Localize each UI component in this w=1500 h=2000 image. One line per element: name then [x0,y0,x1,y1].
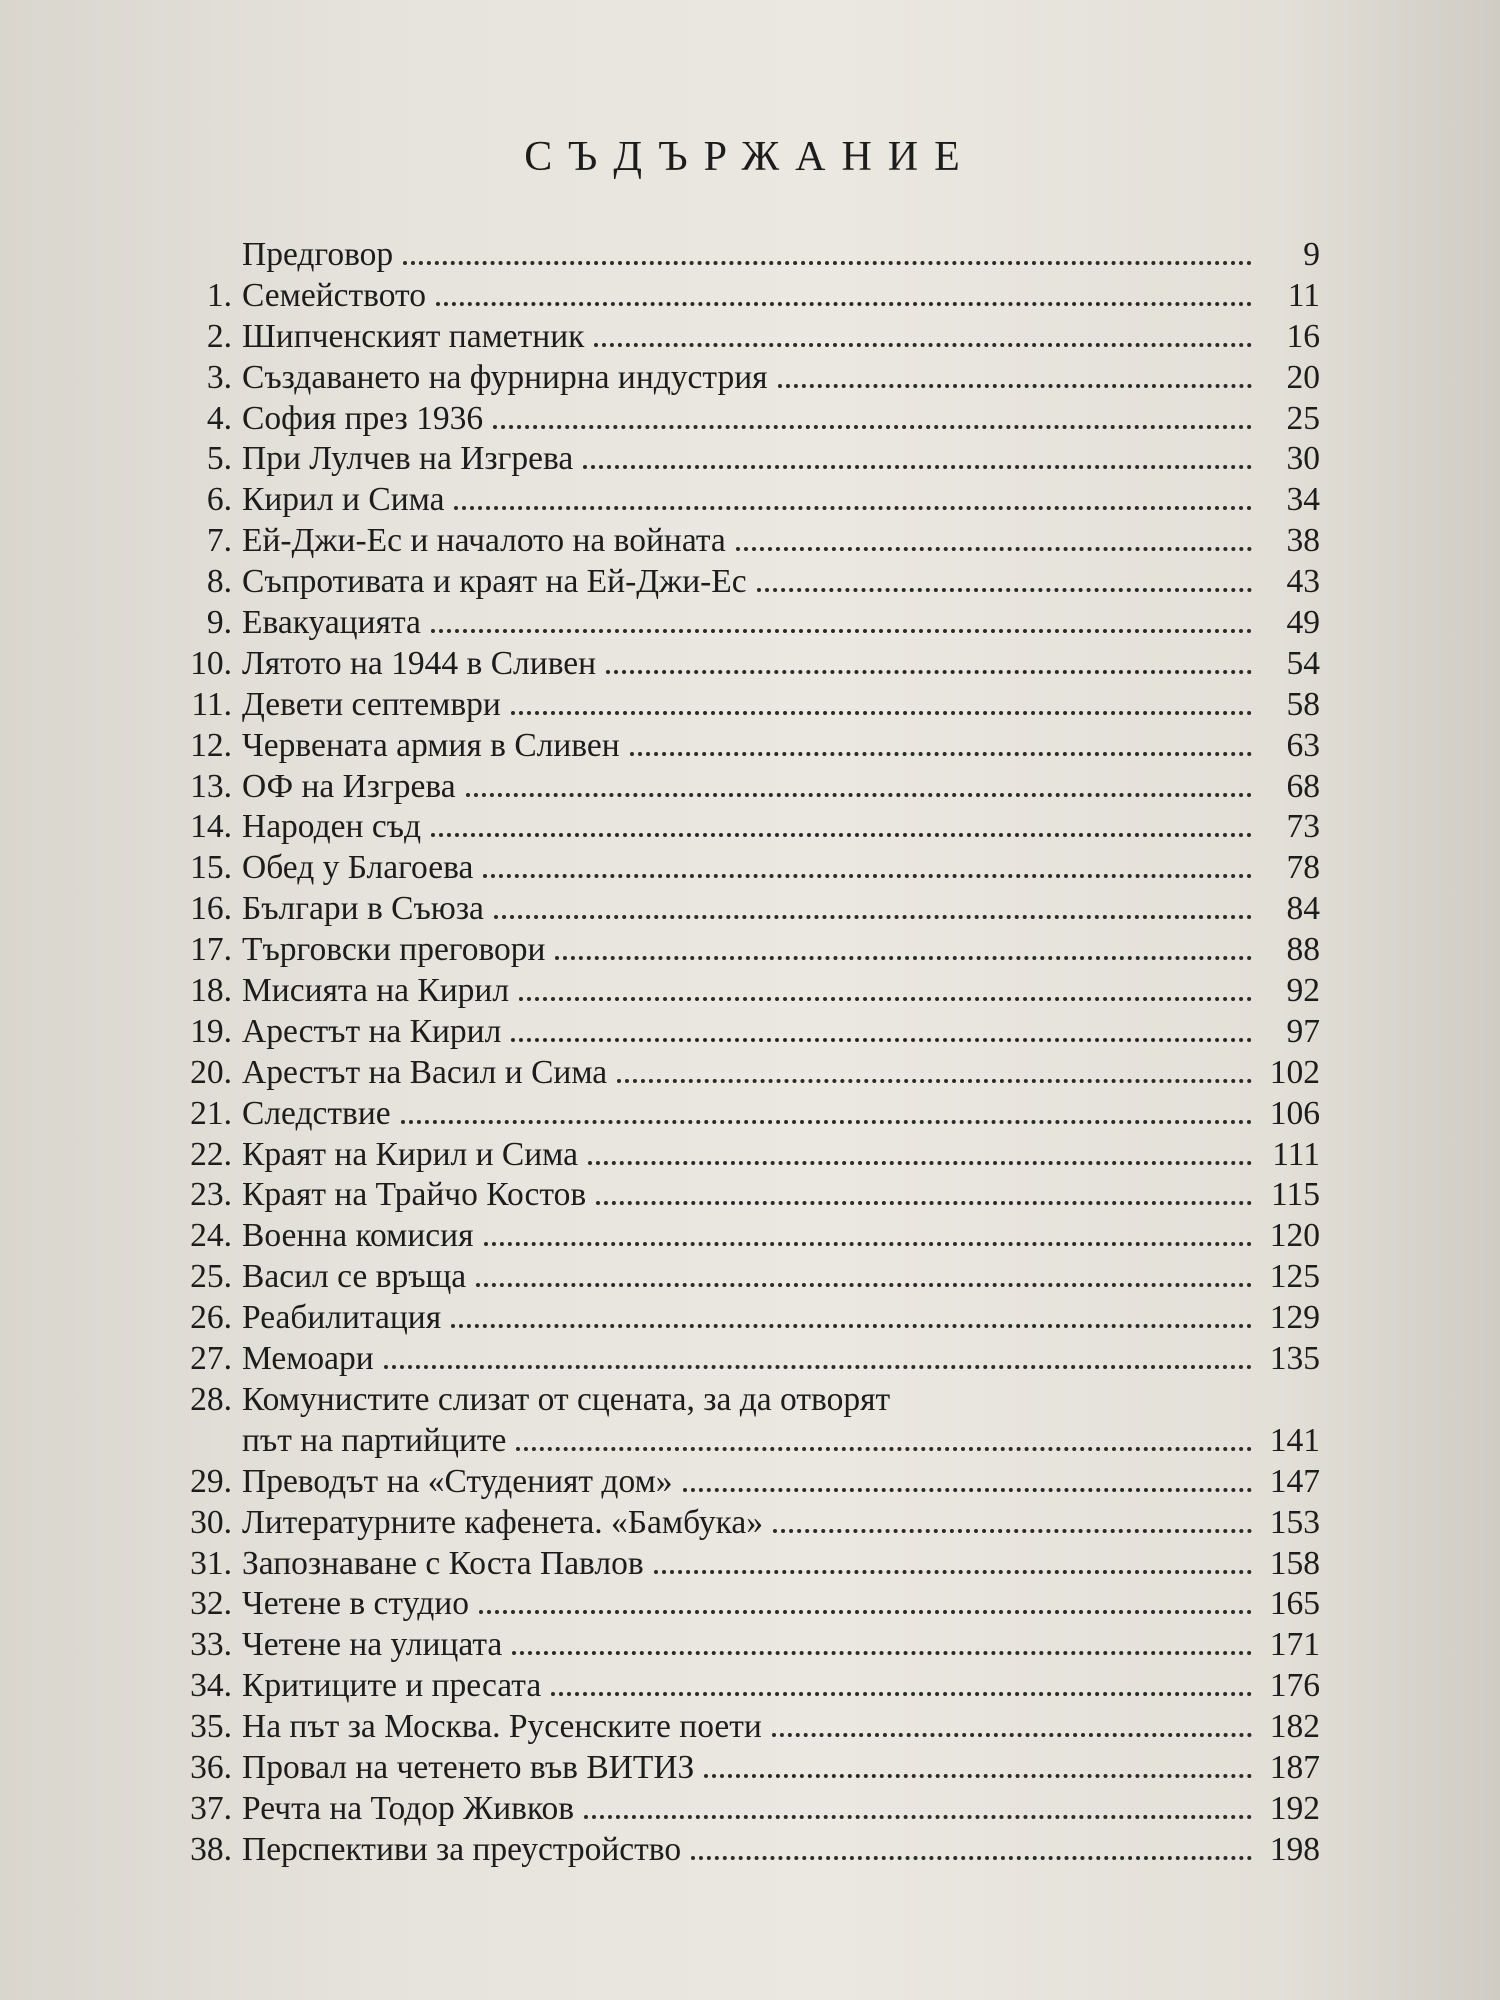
dot-leader [436,302,1252,306]
toc-entry [170,1298,1320,1339]
dot-leader [594,343,1252,347]
toc-entry-title: Васил се връща [242,1258,467,1296]
dot-leader [512,1651,1252,1655]
toc-entry-title: Ей-Джи-Ес и началото на войната [242,522,726,560]
toc-entry-number: 28. [190,1380,232,1418]
toc-entry [170,644,1320,685]
toc-entry [170,480,1320,521]
toc-entry-number: 32. [190,1585,232,1623]
toc-entry-page: 141 [1269,1421,1320,1459]
toc-entry-title: Литературните кафенета. «Бамбука» [242,1503,763,1541]
toc-entry-title: Четене на улицата [242,1626,503,1664]
toc-entry-title: София през 1936 [242,399,484,437]
toc-entry [170,1544,1320,1585]
toc-entry [170,1666,1320,1707]
dot-leader [555,956,1252,960]
dot-leader [516,1447,1252,1451]
toc-entry [170,1257,1320,1298]
toc-entry-number: 11. [191,685,232,723]
toc-entry-page: 16 [1286,317,1320,355]
toc-entry-title: Арестът на Кирил [242,1012,502,1050]
table-of-contents [170,235,1320,1871]
dot-leader [606,670,1252,674]
toc-entry-page: 38 [1286,522,1320,560]
toc-entry-page: 92 [1286,972,1320,1010]
toc-entry-page: 88 [1286,931,1320,969]
toc-entry [170,399,1320,440]
toc-entry-page: 78 [1286,849,1320,887]
toc-entry-page: 182 [1269,1708,1320,1746]
toc-entry-title: Четене в студио [242,1585,469,1623]
toc-entry-page: 63 [1286,726,1320,764]
toc-entry [170,1053,1320,1094]
toc-entry-title: Шипченският паметник [242,317,585,355]
toc-entry-number: 9. [206,604,232,642]
toc-entry-page: 120 [1269,1217,1320,1255]
toc-entry [170,971,1320,1012]
dot-leader [401,1120,1252,1124]
toc-entry-number: 13. [190,767,232,805]
dot-leader [630,752,1252,756]
toc-entry-title: ОФ на Изгрева [242,767,456,805]
toc-entry [170,889,1320,930]
toc-entry-page: 125 [1269,1258,1320,1296]
toc-entry-number: 7. [206,522,232,560]
toc-entry-page: 25 [1286,399,1320,437]
toc-entry-number: 17. [190,931,232,969]
dot-leader [511,711,1252,715]
toc-entry-title: Запознаване с Коста Павлов [242,1544,644,1582]
toc-entry-page: 192 [1269,1789,1320,1827]
dot-leader [773,1529,1252,1533]
dot-leader [691,1856,1252,1860]
toc-entry-number: 24. [190,1217,232,1255]
toc-entry-page: 147 [1269,1462,1320,1500]
toc-entry [170,1421,1320,1462]
toc-entry-number: 35. [190,1708,232,1746]
toc-entry-number: 18. [190,972,232,1010]
toc-entry [170,235,1320,276]
toc-entry-number: 16. [190,890,232,928]
toc-entry-page: 97 [1286,1012,1320,1050]
toc-entry-title: Военна комисия [242,1217,474,1255]
toc-entry-number: 4. [206,399,232,437]
toc-entry-number: 12. [190,726,232,764]
toc-entry-page: 165 [1269,1585,1320,1623]
toc-entry [170,1135,1320,1176]
toc-entry-title: Критиците и пресата [242,1667,542,1705]
toc-entry [170,930,1320,971]
dot-leader [466,793,1252,797]
dot-leader [654,1570,1252,1574]
toc-entry-title: Обед у Благоева [242,849,474,887]
dot-leader [479,1610,1252,1614]
toc-entry-number: 15. [190,849,232,887]
dot-leader [584,1815,1252,1819]
toc-entry [170,1625,1320,1666]
dot-leader [519,997,1252,1001]
toc-entry-page: 34 [1286,481,1320,519]
dot-leader [736,547,1252,551]
dot-leader [451,1324,1252,1328]
toc-entry-title: Комунистите слизат от сцената, за да отворят [242,1380,891,1418]
toc-entry [170,1462,1320,1503]
toc-entry-number: 37. [190,1789,232,1827]
toc-entry-title: Семейството [242,276,426,314]
toc-entry-title: Мемоари [242,1340,374,1378]
toc-entry-page: 58 [1286,685,1320,723]
toc-entry-number: 25. [190,1258,232,1296]
toc-entry [170,1380,1320,1421]
toc-entry-title: Червената армия в Сливен [242,726,620,764]
toc-entry-page: 49 [1286,604,1320,642]
toc-entry-title: Девети септември [242,685,501,723]
toc-entry-number: 30. [190,1503,232,1541]
toc-entry-number: 6. [206,481,232,519]
toc-entry [170,521,1320,562]
toc-entry [170,1339,1320,1380]
toc-entry [170,1094,1320,1135]
toc-entry-number: 26. [190,1299,232,1337]
toc-entry [170,1012,1320,1053]
toc-entry [170,1216,1320,1257]
dot-leader [431,833,1252,837]
toc-entry-number: 21. [190,1094,232,1132]
dot-leader [596,1201,1252,1205]
toc-entry-title: Реабилитация [242,1299,442,1337]
toc-entry-number: 31. [190,1544,232,1582]
toc-entry-title: Търговски преговори [242,931,546,969]
toc-entry-number: 19. [190,1012,232,1050]
toc-entry-title: Лятото на 1944 в Сливен [242,644,597,682]
toc-entry-number: 10. [190,644,232,682]
toc-entry-number: 14. [190,808,232,846]
toc-entry-title: Евакуацията [242,604,421,642]
toc-entry-page: 115 [1270,1176,1320,1214]
toc-entry [170,603,1320,644]
toc-entry-page: 176 [1269,1667,1320,1705]
toc-entry-title: Мисията на Кирил [242,972,510,1010]
dot-leader [588,1161,1252,1165]
toc-entry [170,1175,1320,1216]
dot-leader [484,1242,1253,1246]
toc-entry-title: Следствие [242,1094,391,1132]
page-title: СЪДЪРЖАНИЕ [524,134,976,181]
dot-leader [683,1488,1252,1492]
toc-entry [170,317,1320,358]
toc-entry-title: Краят на Кирил и Сима [242,1135,579,1173]
toc-entry-page: 102 [1269,1053,1320,1091]
toc-entry-title: Перспективи за преустройство [242,1830,682,1868]
toc-entry-title: Българи в Съюза [242,890,484,928]
toc-entry-title: При Лулчев на Изгрева [242,440,574,478]
toc-entry-number: 38. [190,1830,232,1868]
toc-entry [170,685,1320,726]
toc-entry [170,276,1320,317]
toc-entry-page: 111 [1272,1135,1320,1173]
toc-entry [170,358,1320,399]
toc-entry-title: Речта на Тодор Живков [242,1789,575,1827]
dot-leader [431,629,1252,633]
toc-entry-page: 30 [1286,440,1320,478]
toc-entry-page: 73 [1286,808,1320,846]
dot-leader [778,384,1252,388]
toc-entry-title: Създаването на фурнирна индустрия [242,358,768,396]
toc-entry-page: 84 [1286,890,1320,928]
toc-entry-page: 153 [1269,1503,1320,1541]
dot-leader [704,1774,1252,1778]
dot-leader [757,588,1252,592]
dot-leader [772,1733,1252,1737]
toc-entry-page: 11 [1287,276,1320,314]
toc-entry [170,848,1320,889]
toc-entry [170,1503,1320,1544]
dot-leader [511,1038,1252,1042]
toc-entry-page: 43 [1286,563,1320,601]
toc-entry-page: 106 [1269,1094,1320,1132]
toc-entry-number: 23. [190,1176,232,1214]
toc-entry-number: 34. [190,1667,232,1705]
dot-leader [617,1079,1252,1083]
toc-entry [170,1789,1320,1830]
toc-entry [170,1707,1320,1748]
toc-entry-page: 135 [1269,1340,1320,1378]
toc-entry-page: 68 [1286,767,1320,805]
toc-entry-title: Съпротивата и краят на Ей-Джи-Ес [242,563,747,601]
toc-entry-number: 1. [206,276,232,314]
toc-entry-title: На път за Москва. Русенските поети [242,1708,762,1746]
toc-entry-title: Народен съд [242,808,422,846]
toc-entry-page: 129 [1269,1299,1320,1337]
toc-entry-page: 171 [1269,1626,1320,1664]
toc-entry-number: 5. [206,440,232,478]
toc-entry-page: 9 [1303,236,1320,273]
toc-entry [170,1830,1320,1871]
toc-entry-title: Преводът на «Студеният дом» [242,1462,673,1500]
dot-leader [494,915,1252,919]
toc-entry-number: 3. [206,358,232,396]
dot-leader [583,465,1252,469]
dot-leader [403,261,1252,265]
toc-entry-number: 8. [206,563,232,601]
toc-entry-page: 20 [1286,358,1320,396]
dot-leader [476,1283,1252,1287]
dot-leader [483,874,1252,878]
dot-leader [454,506,1252,510]
toc-entry [170,562,1320,603]
dot-leader [493,425,1252,429]
toc-entry-page: 54 [1286,644,1320,682]
toc-entry-title: Краят на Трайчо Костов [242,1176,587,1214]
toc-entry [170,726,1320,767]
toc-entry-page: 187 [1269,1748,1320,1786]
toc-entry-number: 27. [190,1340,232,1378]
toc-entry-number: 29. [190,1462,232,1500]
toc-entry-title: Арестът на Васил и Сима [242,1053,608,1091]
toc-entry-title: път на партийците [242,1421,507,1459]
toc-entry-title: Провал на четенето във ВИТИЗ [242,1748,695,1786]
dot-leader [551,1692,1252,1696]
toc-entry-number: 2. [206,317,232,355]
toc-entry [170,439,1320,480]
toc-entry-title: Предговор [242,236,394,273]
toc-entry [170,1748,1320,1789]
toc-entry-page: 158 [1269,1544,1320,1582]
toc-entry-number: 22. [190,1135,232,1173]
toc-entry [170,807,1320,848]
toc-entry [170,1584,1320,1625]
toc-entry-page: 198 [1269,1830,1320,1868]
dot-leader [384,1365,1252,1369]
toc-entry-number: 33. [190,1626,232,1664]
toc-entry-number: 36. [190,1748,232,1786]
toc-entry-number: 20. [190,1053,232,1091]
toc-entry [170,767,1320,808]
toc-entry-title: Кирил и Сима [242,481,445,519]
